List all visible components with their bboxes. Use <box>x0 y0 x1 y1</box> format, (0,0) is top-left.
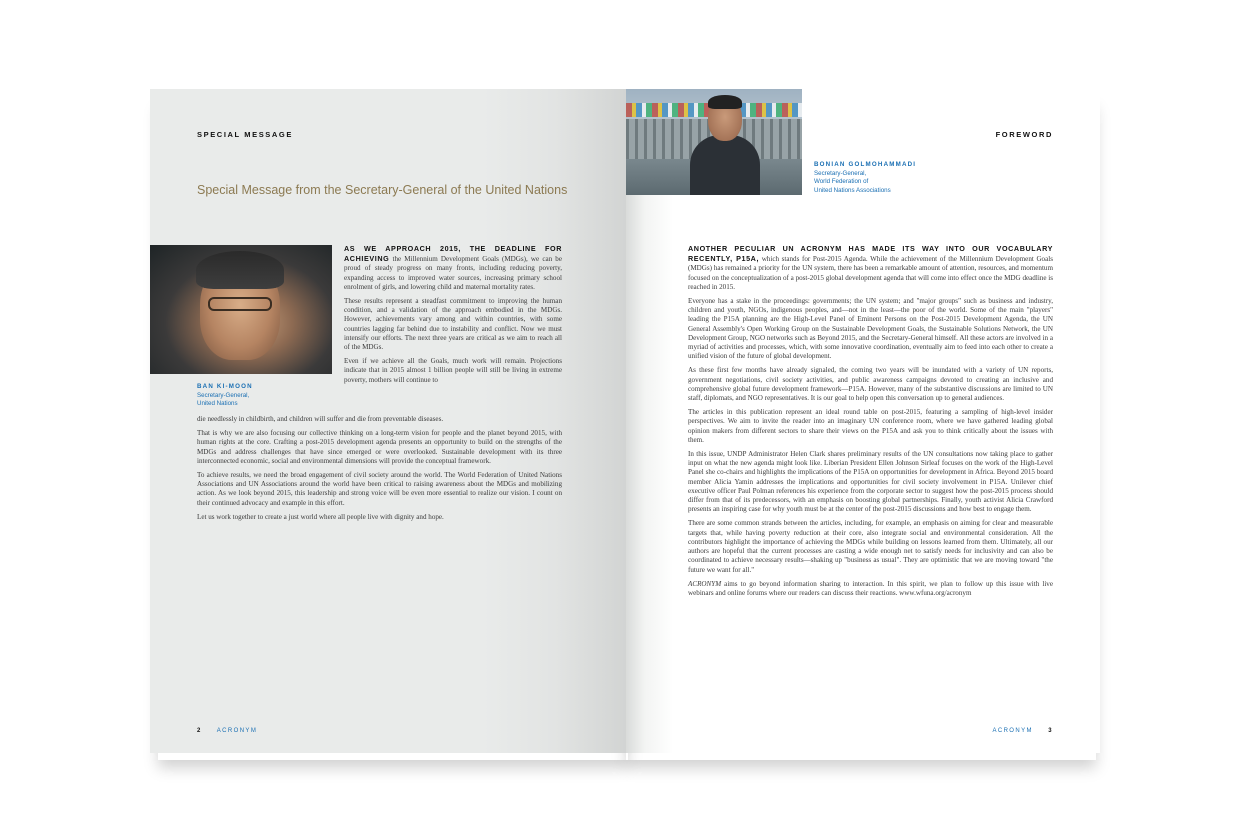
publication-name: ACRONYM <box>688 579 722 588</box>
paragraph: Even if we achieve all the Goals, much work will remain. Projections indicate that in 2015 almost 1 billion people will still be living in extreme poverty, mothers will continue to <box>344 357 562 384</box>
portrait-photo-ban-ki-moon <box>150 245 332 374</box>
portrait-glasses <box>208 297 272 311</box>
paragraph: That is why we are also focusing our collective thinking on a long-term vision for people and the planet beyond 2015, with human rights at the core. Crafting a post-2015 development agenda presents an opportunity to build on the strengths of the MDGs and address challenges that have since emerged or were overlooked. Sustainable development with its three interconnected economic, social and environmental dimensions will provide the conceptual framework. <box>197 429 562 465</box>
page-footer <box>197 728 257 734</box>
section-kicker: SPECIAL MESSAGE <box>197 130 293 139</box>
body-column-upper <box>344 244 562 385</box>
paragraph: die needlessly in childbirth, and children will suffer and die from preventable diseases. <box>197 415 444 423</box>
photo-caption <box>197 383 253 409</box>
paragraph <box>688 244 1053 292</box>
lead-in: AS WE APPROACH 2015, THE DEADLINE FOR ACHIEVING <box>344 244 562 264</box>
caption-name: BAN KI-MOON <box>197 383 253 390</box>
paragraph: Let us work together to create a just world where all people live with dignity and hope. <box>197 512 444 521</box>
body-column <box>688 244 1053 603</box>
paragraph: There are some common strands between the articles, including, for example, an emphasis on aiming for clear and measurable targets that, while having poverty reduction at their core, also integrate social and environmental consideration. All the contributors highlight the importance of achieving the MDGs while building on lessons learned from them. Ultimately, all our authors are hopeful that the current processes are casting a wide enough net to satisfy needs for inclusivity and can also be coordinated to achieve necessary results—shaking up "business as usual". They are optimistic that we are moving toward "the future we want for all." <box>688 519 1053 574</box>
paragraph-text: the Millennium Development Goals (MDGs), we can be proud of steady progress on many fronts, including reducing poverty, expanding access to improved water sources, increasing primary school enrolment of girls, and lowering child and maternal mortality rates. <box>344 255 562 291</box>
footer-label: ACRONYM <box>216 728 258 734</box>
caption-org: United Nations <box>197 400 238 408</box>
page-headline: Special Message from the Secretary-General of the United Nations <box>197 183 568 197</box>
right-page <box>626 89 1100 753</box>
left-page <box>150 89 626 753</box>
paragraph-text: which stands for Post-2015 Agenda. While the achievement of the Millennium Development Goals (MDGs) has remained a priority for the UN system, there has been a remarkable amount of attention, resources, and momentum focused on the conceptualization of a post-2015 global development agenda that will come into effect once the MDG deadline is reached in 2015. <box>688 255 1053 291</box>
caption-name: BONIAN GOLMOHAMMADI <box>814 161 917 168</box>
paragraph-text: aims to go beyond information sharing to interaction. In this spirit, we plan to follow up this issue with live webinars and online forums where our readers can discuss their reactions. <box>688 579 1053 597</box>
paragraph: In this issue, UNDP Administrator Helen Clark shares preliminary results of the UN consultations now taking place to gather input on what the new agenda might look like. Liberian President Ellen Johnson Sirleaf focuses on the work of the High-Level Panel she co-chairs and highlights the implications of the P15A on opportunities for development in Africa. Beyond 2015 board member Alicia Yamin addresses the implications and opportunities for civil society involvement in P15A. Unilever chief executive officer Paul Polman references his experience from the corporate sector to suggest how the post-2015 process should differ from that of its predecessors, with an emphasis on boosting global partnerships. Finally, youth activist Alicia Crawford presents an inspiring case for why youth must be at the center of the post-2015 discussions and how best to engage them. <box>688 450 1053 514</box>
page-footer <box>992 728 1053 734</box>
paragraph: To achieve results, we need the broad engagement of civil society around the world. The World Federation of United Nations Associations and UN Associations around the world have been critical to raising awareness about the MDGs and mobilizing action. As we look beyond 2015, this leadership and strong voice will be even more essential to realize our vision. I count on their continued advocacy and example in this effort. <box>197 471 562 507</box>
section-kicker: FOREWORD <box>995 130 1053 139</box>
footer-label: ACRONYM <box>992 728 1033 734</box>
caption-title: Secretary-General, <box>814 169 867 177</box>
caption-title: Secretary-General, <box>197 391 250 399</box>
portrait-hair <box>708 95 742 109</box>
body-column-lower <box>197 415 562 527</box>
lead-in: ANOTHER PECULIAR UN ACRONYM HAS MADE ITS WAY INTO OUR VOCABULARY RECENTLY, P15A, <box>688 244 1053 264</box>
photo-caption <box>814 161 916 195</box>
page-number: 3 <box>1048 728 1053 734</box>
caption-org-line1: World Federation of <box>814 178 869 186</box>
portrait-suit <box>690 135 760 195</box>
website-link[interactable]: www.wfuna.org/acronym <box>899 588 972 597</box>
paragraph: The articles in this publication represent an ideal round table on post-2015, featuring a sampling of high-level insider perspectives. We aim to invite the reader into an imaginary UN conference room, where we have gathered leading global opinion makers from different sectors to share their views on the P15A and ask you to think critically about the issues with them. <box>688 408 1053 444</box>
paragraph <box>344 244 562 292</box>
paragraph <box>688 580 1053 598</box>
paragraph: Everyone has a stake in the proceedings: governments; the UN system; and "major groups" such as business and industry, children and youth, NGOs, indigenous peoples, and—not in the least—the poor of the world. Some of the main "players" leading the P15A planning are the High-Level Panel of Eminent Persons on the Post-2015 Development Agenda, the UN General Assembly's Open Working Group on the Sustainable Development Goals, the Sustainable Solutions Network, the UN Development Group, NGO networks such as Beyond 2015, and the Secretary-General himself. All these actors are involved in a myriad of activities and processes, which, with some innovative coordination, eventually aim to feed into each other to create a unified vision of the future of global development. <box>688 297 1053 361</box>
paragraph: As these first few months have already signaled, the coming two years will be inundated with a variety of UN reports, government negotiations, civil society activities, and public awareness campaigns devoted to creating an inclusive and comprehensive global future development framework—P15A. However, many of the substantive discussions are limited to UN staff, diplomats, and NGO representatives. It is our goal to help open this conversation up to general audiences. <box>688 366 1053 403</box>
portrait-hair <box>196 251 284 289</box>
page-number: 2 <box>197 728 202 734</box>
paragraph: These results represent a steadfast commitment to improving the human condition, and a validation of the approach embodied in the MDGs. However, achievements vary among and within countries, with some countries lagging far behind due to instability and conflict. Now we must intensify our efforts. The next three years are critical as we aim to reach all of the MDGs. <box>344 297 562 352</box>
caption-org-line2: United Nations Associations <box>814 186 891 194</box>
portrait-photo-bonian-golmohammadi <box>626 89 802 195</box>
